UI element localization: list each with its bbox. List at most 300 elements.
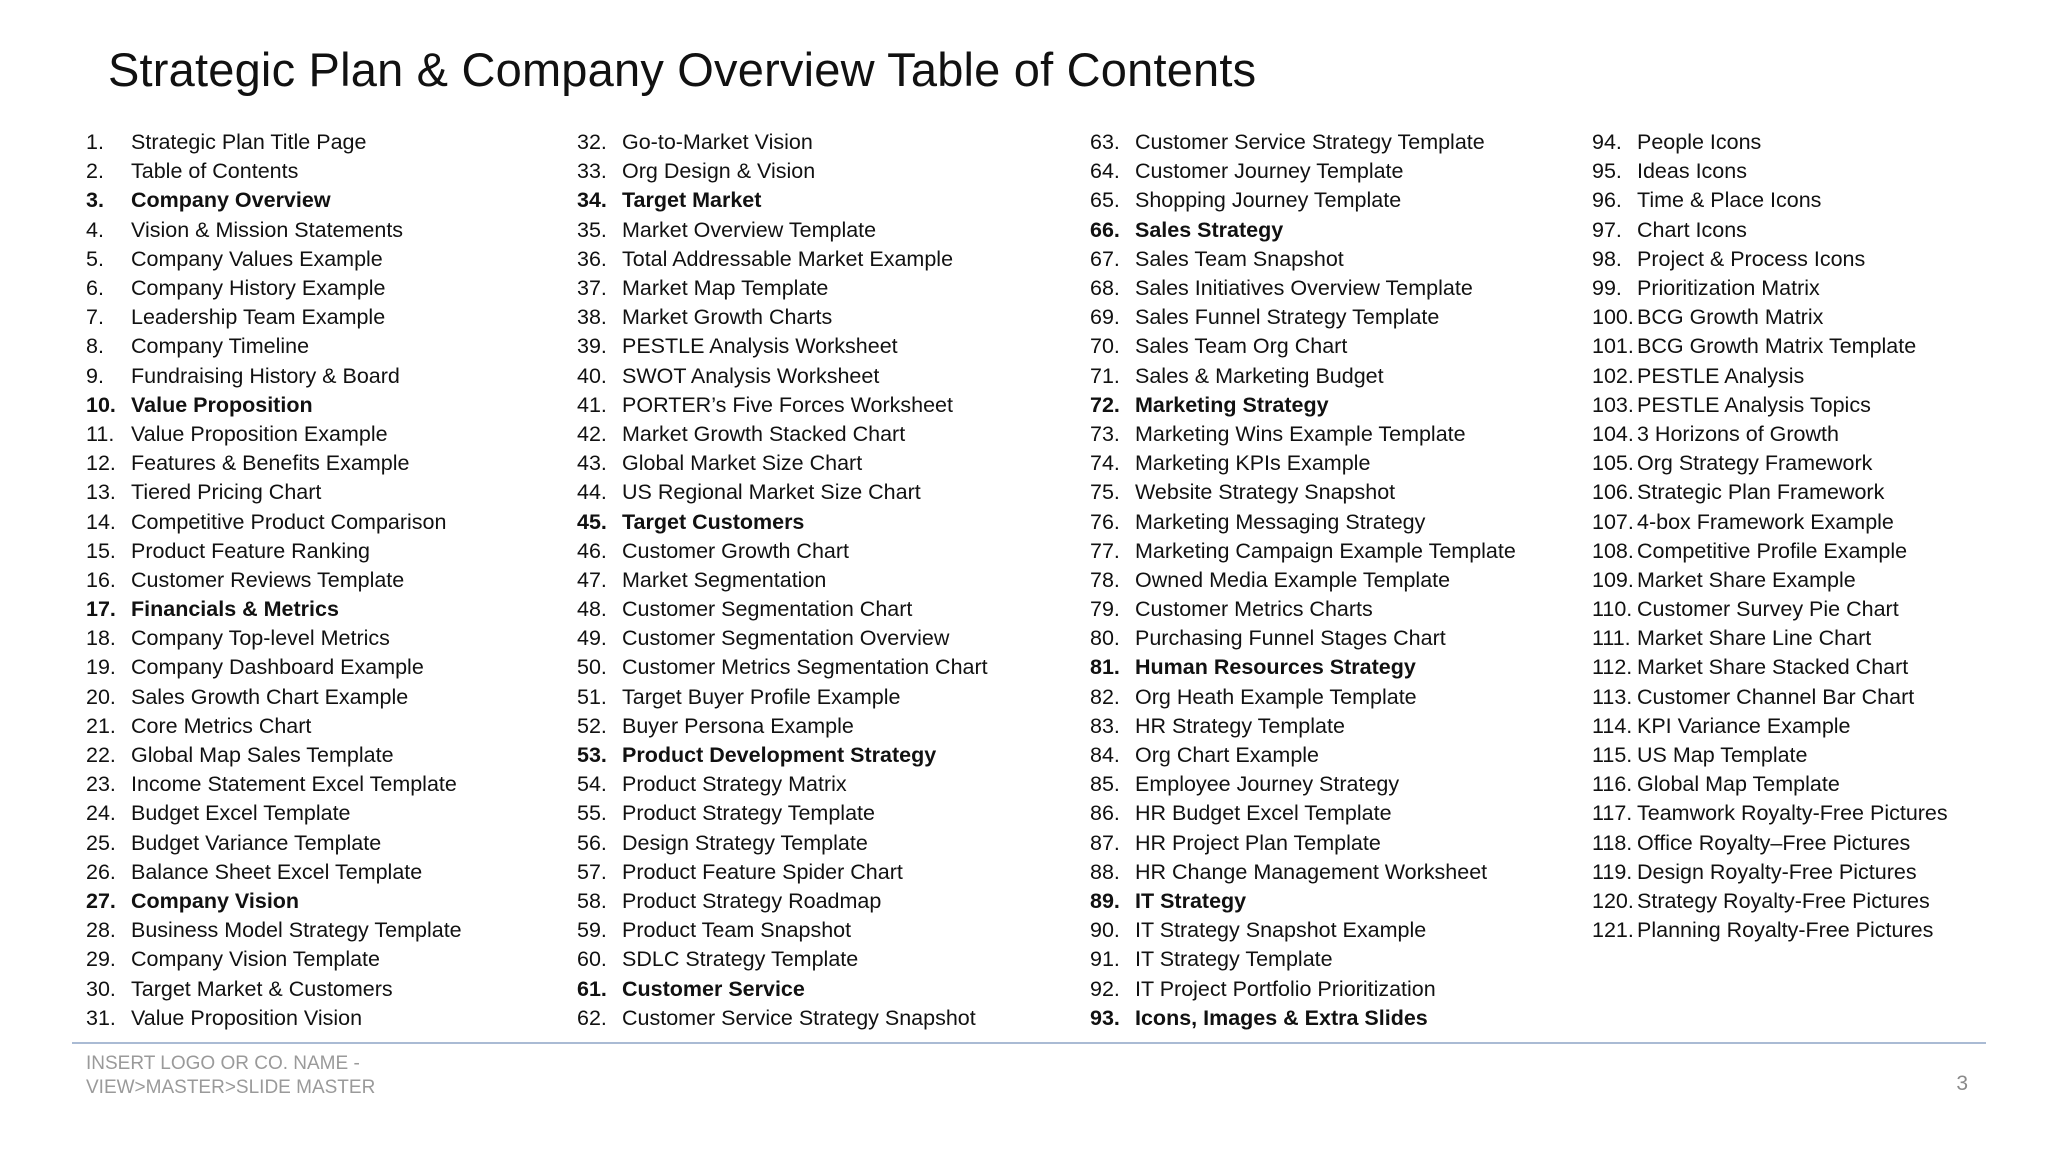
toc-item-label: Target Buyer Profile Example <box>622 684 901 709</box>
toc-item <box>1090 595 1516 624</box>
toc-item-number: 65. <box>1090 188 1120 213</box>
toc-item-label: Table of Contents <box>131 159 299 184</box>
toc-item-number: 51. <box>577 684 607 709</box>
toc-item-number: 106. <box>1592 480 1634 505</box>
toc-item-number: 118. <box>1592 830 1633 855</box>
toc-item-number: 111. <box>1592 626 1631 651</box>
page-number: 3 <box>1956 1072 1968 1095</box>
toc-item-number: 95. <box>1592 159 1622 184</box>
toc-column-3 <box>1090 128 1516 1033</box>
toc-item-number: 96. <box>1592 188 1622 213</box>
toc-item-number: 62. <box>577 1005 607 1030</box>
toc-item <box>577 858 988 887</box>
toc-item-number: 98. <box>1592 246 1622 271</box>
toc-item <box>1090 216 1516 245</box>
toc-item-label: Purchasing Funnel Stages Chart <box>1135 626 1446 651</box>
toc-item-label: Product Strategy Template <box>622 801 875 826</box>
toc-item-number: 76. <box>1090 509 1120 534</box>
toc-item-label: Global Market Size Chart <box>622 451 863 476</box>
toc-item-label: Customer Segmentation Chart <box>622 597 913 622</box>
toc-item-label: Value Proposition Example <box>131 421 388 446</box>
toc-item <box>1592 916 1948 945</box>
toc-item-number: 31. <box>86 1005 116 1030</box>
toc-item-label: Company Vision Template <box>131 947 380 972</box>
toc-item <box>577 216 988 245</box>
toc-item-label: Global Map Sales Template <box>131 743 394 768</box>
toc-item-number: 52. <box>577 713 607 738</box>
toc-item <box>577 683 988 712</box>
toc-item-number: 91. <box>1090 947 1120 972</box>
toc-item-number: 18. <box>86 626 116 651</box>
toc-item <box>1090 391 1516 420</box>
toc-item <box>577 624 988 653</box>
toc-item <box>577 974 988 1003</box>
toc-item-number: 79. <box>1090 597 1120 622</box>
toc-item-label: Company Top-level Metrics <box>131 626 390 651</box>
toc-item-number: 86. <box>1090 801 1120 826</box>
toc-item <box>86 157 462 186</box>
toc-item-label: Company Timeline <box>131 334 310 359</box>
toc-item-number: 7. <box>86 305 104 330</box>
toc-item <box>1090 653 1516 682</box>
toc-item-number: 42. <box>577 421 607 446</box>
toc-item-number: 16. <box>86 567 116 592</box>
toc-item-number: 110. <box>1592 597 1633 622</box>
toc-item-label: Design Royalty-Free Pictures <box>1637 859 1917 884</box>
toc-item-number: 10. <box>86 392 116 417</box>
toc-item-label: Budget Excel Template <box>131 801 351 826</box>
toc-item-label: PORTER’s Five Forces Worksheet <box>622 392 953 417</box>
toc-item <box>1592 186 1948 215</box>
toc-item-number: 13. <box>86 480 116 505</box>
toc-item <box>1592 624 1948 653</box>
toc-item-number: 72. <box>1090 392 1120 417</box>
toc-item-number: 67. <box>1090 246 1120 271</box>
toc-item-label: Shopping Journey Template <box>1135 188 1402 213</box>
toc-item-number: 73. <box>1090 421 1120 446</box>
toc-item-number: 71. <box>1090 363 1120 388</box>
toc-item-number: 114. <box>1592 713 1633 738</box>
toc-item-number: 90. <box>1090 918 1120 943</box>
footer-logo-placeholder <box>86 1052 375 1100</box>
toc-item <box>1090 683 1516 712</box>
toc-item <box>1592 858 1948 887</box>
toc-item <box>1592 653 1948 682</box>
toc-item-label: Marketing Strategy <box>1135 392 1329 417</box>
toc-item <box>1090 478 1516 507</box>
toc-item <box>1090 274 1516 303</box>
toc-item-label: Leadership Team Example <box>131 305 386 330</box>
toc-item <box>86 332 462 361</box>
toc-item-label: Customer Segmentation Overview <box>622 626 950 651</box>
toc-item-number: 97. <box>1592 217 1622 242</box>
toc-item <box>577 449 988 478</box>
toc-item-label: Company Vision <box>131 888 300 913</box>
toc-item-label: Customer Growth Chart <box>622 538 850 563</box>
toc-item-number: 64. <box>1090 159 1120 184</box>
toc-item <box>1592 712 1948 741</box>
toc-item-label: Customer Metrics Segmentation Chart <box>622 655 988 680</box>
toc-item <box>1090 770 1516 799</box>
toc-item-number: 54. <box>577 772 607 797</box>
toc-item-label: 3 Horizons of Growth <box>1637 421 1839 446</box>
toc-item <box>1592 478 1948 507</box>
toc-item <box>1592 799 1948 828</box>
toc-item-label: Sales Growth Chart Example <box>131 684 409 709</box>
toc-item-number: 101. <box>1592 334 1634 359</box>
toc-item-label: Balance Sheet Excel Template <box>131 859 423 884</box>
toc-item-label: Org Chart Example <box>1135 743 1320 768</box>
toc-item-number: 43. <box>577 451 607 476</box>
toc-item <box>577 478 988 507</box>
toc-item <box>577 303 988 332</box>
toc-item-label: Competitive Product Comparison <box>131 509 447 534</box>
toc-item-label: Owned Media Example Template <box>1135 567 1451 592</box>
toc-item <box>1592 420 1948 449</box>
toc-item-label: Customer Reviews Template <box>131 567 405 592</box>
toc-item-number: 57. <box>577 859 607 884</box>
toc-item-number: 80. <box>1090 626 1120 651</box>
toc-item <box>1090 916 1516 945</box>
toc-item-label: Product Strategy Matrix <box>622 772 847 797</box>
toc-item-label: Customer Service <box>622 976 805 1001</box>
toc-item-label: Company Overview <box>131 188 331 213</box>
toc-item-label: Marketing KPIs Example <box>1135 451 1371 476</box>
toc-item-number: 78. <box>1090 567 1120 592</box>
toc-item <box>86 420 462 449</box>
toc-item-number: 28. <box>86 918 116 943</box>
toc-item <box>1592 391 1948 420</box>
toc-item <box>1592 537 1948 566</box>
toc-item-label: BCG Growth Matrix <box>1637 305 1824 330</box>
toc-item-number: 44. <box>577 480 607 505</box>
toc-item-number: 119. <box>1592 859 1633 884</box>
toc-item <box>86 1004 462 1033</box>
toc-item-number: 70. <box>1090 334 1120 359</box>
toc-item-label: Value Proposition <box>131 392 313 417</box>
toc-item-label: Target Market <box>622 188 762 213</box>
toc-item <box>1090 799 1516 828</box>
toc-item-number: 100. <box>1592 305 1634 330</box>
toc-item <box>1090 974 1516 1003</box>
toc-item <box>1592 741 1948 770</box>
toc-item <box>1090 537 1516 566</box>
toc-item-label: Sales & Marketing Budget <box>1135 363 1384 388</box>
toc-item-label: Teamwork Royalty-Free Pictures <box>1637 801 1948 826</box>
toc-item-label: Product Team Snapshot <box>622 918 852 943</box>
toc-item-number: 19. <box>86 655 116 680</box>
toc-item <box>1592 128 1948 157</box>
toc-item-label: Human Resources Strategy <box>1135 655 1416 680</box>
toc-item <box>1090 858 1516 887</box>
toc-item <box>86 653 462 682</box>
toc-item-number: 120. <box>1592 888 1634 913</box>
toc-item-label: Planning Royalty-Free Pictures <box>1637 918 1934 943</box>
toc-item <box>1090 712 1516 741</box>
toc-item-label: Company Values Example <box>131 246 383 271</box>
toc-item-number: 87. <box>1090 830 1120 855</box>
toc-item-number: 29. <box>86 947 116 972</box>
toc-item-number: 12. <box>86 451 116 476</box>
toc-item <box>1090 829 1516 858</box>
toc-item <box>1090 449 1516 478</box>
toc-item <box>1592 245 1948 274</box>
toc-item <box>86 595 462 624</box>
toc-item-number: 22. <box>86 743 116 768</box>
toc-item-number: 92. <box>1090 976 1120 1001</box>
toc-item-label: Office Royalty–Free Pictures <box>1637 830 1911 855</box>
toc-item <box>1592 595 1948 624</box>
toc-item-number: 38. <box>577 305 607 330</box>
toc-item-label: Customer Channel Bar Chart <box>1637 684 1915 709</box>
toc-item <box>1592 274 1948 303</box>
toc-item-number: 36. <box>577 246 607 271</box>
toc-item-number: 40. <box>577 363 607 388</box>
toc-item-label: Product Development Strategy <box>622 743 937 768</box>
toc-item-label: IT Strategy Snapshot Example <box>1135 918 1427 943</box>
toc-item <box>577 566 988 595</box>
toc-item-number: 55. <box>577 801 607 826</box>
toc-item-label: IT Strategy <box>1135 888 1247 913</box>
toc-item <box>1592 566 1948 595</box>
toc-item-label: US Regional Market Size Chart <box>622 480 921 505</box>
toc-item <box>86 391 462 420</box>
toc-item <box>86 245 462 274</box>
toc-item-number: 56. <box>577 830 607 855</box>
toc-item <box>577 829 988 858</box>
toc-item-number: 53. <box>577 743 607 768</box>
toc-item-label: Tiered Pricing Chart <box>131 480 322 505</box>
toc-item <box>577 186 988 215</box>
toc-item-label: Sales Team Snapshot <box>1135 246 1344 271</box>
toc-item-label: HR Project Plan Template <box>1135 830 1381 855</box>
toc-item-label: BCG Growth Matrix Template <box>1637 334 1917 359</box>
toc-item <box>86 566 462 595</box>
toc-item <box>577 799 988 828</box>
toc-item <box>577 916 988 945</box>
toc-item-number: 17. <box>86 597 116 622</box>
toc-item <box>1592 887 1948 916</box>
toc-item-label: Website Strategy Snapshot <box>1135 480 1396 505</box>
toc-item-label: Ideas Icons <box>1637 159 1747 184</box>
toc-item-label: HR Budget Excel Template <box>1135 801 1392 826</box>
toc-item <box>1090 945 1516 974</box>
toc-item <box>86 683 462 712</box>
toc-item <box>577 770 988 799</box>
toc-item-label: US Map Template <box>1637 743 1808 768</box>
toc-item-number: 105. <box>1592 451 1634 476</box>
toc-item <box>1090 332 1516 361</box>
toc-item-number: 33. <box>577 159 607 184</box>
toc-item-label: Competitive Profile Example <box>1637 538 1908 563</box>
toc-item-label: Market Segmentation <box>622 567 827 592</box>
toc-item-label: PESTLE Analysis Topics <box>1637 392 1871 417</box>
toc-item-label: Income Statement Excel Template <box>131 772 457 797</box>
toc-item-number: 104. <box>1592 421 1634 446</box>
toc-item <box>86 945 462 974</box>
toc-item-label: SWOT Analysis Worksheet <box>622 363 880 388</box>
toc-item <box>577 595 988 624</box>
toc-item-number: 61. <box>577 976 607 1001</box>
toc-item-label: Market Growth Charts <box>622 305 833 330</box>
toc-item-label: Chart Icons <box>1637 217 1747 242</box>
toc-item-number: 30. <box>86 976 116 1001</box>
toc-item-number: 34. <box>577 188 607 213</box>
toc-item-number: 14. <box>86 509 116 534</box>
toc-item-number: 60. <box>577 947 607 972</box>
toc-column-4 <box>1592 128 1948 945</box>
toc-item-label: Target Customers <box>622 509 805 534</box>
toc-item-label: Vision & Mission Statements <box>131 217 404 242</box>
toc-item-label: Sales Funnel Strategy Template <box>1135 305 1440 330</box>
toc-item-number: 66. <box>1090 217 1120 242</box>
toc-item <box>577 945 988 974</box>
toc-item <box>577 128 988 157</box>
toc-item <box>86 770 462 799</box>
toc-item <box>1592 157 1948 186</box>
toc-item <box>86 507 462 536</box>
toc-item-label: 4-box Framework Example <box>1637 509 1894 534</box>
toc-item-number: 63. <box>1090 130 1120 155</box>
toc-item <box>86 916 462 945</box>
toc-item-number: 75. <box>1090 480 1120 505</box>
toc-item-number: 103. <box>1592 392 1634 417</box>
toc-item-number: 89. <box>1090 888 1120 913</box>
toc-item-number: 59. <box>577 918 607 943</box>
toc-item <box>1090 186 1516 215</box>
toc-item <box>86 449 462 478</box>
toc-item <box>1592 362 1948 391</box>
toc-item-number: 25. <box>86 830 116 855</box>
toc-item-label: Target Market & Customers <box>131 976 393 1001</box>
toc-item-number: 94. <box>1592 130 1622 155</box>
toc-item-label: Marketing Messaging Strategy <box>1135 509 1426 534</box>
toc-item <box>1090 741 1516 770</box>
toc-item <box>577 537 988 566</box>
toc-item-number: 68. <box>1090 276 1120 301</box>
toc-item-number: 82. <box>1090 684 1120 709</box>
toc-item-number: 108. <box>1592 538 1634 563</box>
toc-item-label: Company Dashboard Example <box>131 655 424 680</box>
toc-item <box>1592 449 1948 478</box>
toc-item-label: Market Overview Template <box>622 217 877 242</box>
toc-item-number: 21. <box>86 713 116 738</box>
toc-item <box>1090 420 1516 449</box>
toc-item <box>86 537 462 566</box>
toc-item <box>86 712 462 741</box>
toc-item-label: Company History Example <box>131 276 386 301</box>
toc-item <box>1090 507 1516 536</box>
toc-item-number: 37. <box>577 276 607 301</box>
footer-divider <box>72 1042 1986 1044</box>
toc-item-number: 6. <box>86 276 104 301</box>
toc-item-number: 102. <box>1592 363 1634 388</box>
toc-item-label: Core Metrics Chart <box>131 713 312 738</box>
toc-item-label: Buyer Persona Example <box>622 713 854 738</box>
toc-item-number: 4. <box>86 217 104 242</box>
toc-item <box>1090 1004 1516 1033</box>
toc-item-number: 1. <box>86 130 104 155</box>
page-title: Strategic Plan & Company Overview Table of Contents <box>108 43 1257 96</box>
toc-item-number: 107. <box>1592 509 1634 534</box>
toc-item-label: Product Feature Ranking <box>131 538 371 563</box>
toc-item-label: Value Proposition Vision <box>131 1005 363 1030</box>
toc-item-number: 99. <box>1592 276 1622 301</box>
toc-item-label: Customer Service Strategy Template <box>1135 130 1485 155</box>
toc-item-number: 23. <box>86 772 116 797</box>
toc-item <box>577 274 988 303</box>
toc-item-label: Strategic Plan Framework <box>1637 480 1885 505</box>
toc-item <box>1592 683 1948 712</box>
toc-item-number: 26. <box>86 859 116 884</box>
toc-item-label: Go-to-Market Vision <box>622 130 813 155</box>
toc-item <box>577 653 988 682</box>
toc-item-label: SDLC Strategy Template <box>622 947 859 972</box>
toc-item-label: Prioritization Matrix <box>1637 276 1820 301</box>
toc-item-label: PESTLE Analysis <box>1637 363 1805 388</box>
toc-item-number: 81. <box>1090 655 1120 680</box>
toc-item <box>1090 303 1516 332</box>
toc-item-number: 83. <box>1090 713 1120 738</box>
toc-item-number: 27. <box>86 888 116 913</box>
toc-item-number: 35. <box>577 217 607 242</box>
toc-item <box>86 974 462 1003</box>
toc-item-label: Customer Survey Pie Chart <box>1637 597 1899 622</box>
toc-item-label: Total Addressable Market Example <box>622 246 954 271</box>
toc-item <box>86 799 462 828</box>
toc-item <box>1090 362 1516 391</box>
toc-item <box>1592 829 1948 858</box>
toc-item-label: IT Strategy Template <box>1135 947 1333 972</box>
toc-item-number: 69. <box>1090 305 1120 330</box>
toc-item <box>577 332 988 361</box>
toc-item-number: 5. <box>86 246 104 271</box>
toc-item-label: Product Strategy Roadmap <box>622 888 882 913</box>
toc-item-number: 113. <box>1592 684 1633 709</box>
toc-item-label: Customer Journey Template <box>1135 159 1404 184</box>
toc-item <box>1090 245 1516 274</box>
toc-item-number: 9. <box>86 363 104 388</box>
toc-item-label: Marketing Wins Example Template <box>1135 421 1466 446</box>
toc-item-label: Sales Team Org Chart <box>1135 334 1348 359</box>
toc-item <box>86 186 462 215</box>
toc-item-number: 50. <box>577 655 607 680</box>
toc-column-2 <box>577 128 988 1033</box>
toc-item <box>577 507 988 536</box>
toc-item <box>86 741 462 770</box>
toc-item-number: 117. <box>1592 801 1633 826</box>
toc-item <box>577 712 988 741</box>
toc-item-number: 41. <box>577 392 607 417</box>
toc-item-label: Fundraising History & Board <box>131 363 400 388</box>
toc-item-number: 3. <box>86 188 104 213</box>
toc-item-number: 24. <box>86 801 116 826</box>
toc-item-label: Employee Journey Strategy <box>1135 772 1400 797</box>
toc-item <box>577 245 988 274</box>
toc-item <box>577 362 988 391</box>
toc-item <box>1090 157 1516 186</box>
toc-item-label: Business Model Strategy Template <box>131 918 462 943</box>
toc-item-label: IT Project Portfolio Prioritization <box>1135 976 1436 1001</box>
toc-item-number: 48. <box>577 597 607 622</box>
toc-item-number: 115. <box>1592 743 1633 768</box>
toc-item <box>86 216 462 245</box>
toc-item-label: Market Share Example <box>1637 567 1856 592</box>
toc-item <box>1090 624 1516 653</box>
toc-column-1 <box>86 128 462 1033</box>
toc-item-label: Org Strategy Framework <box>1637 451 1873 476</box>
toc-item-label: Strategy Royalty-Free Pictures <box>1637 888 1930 913</box>
